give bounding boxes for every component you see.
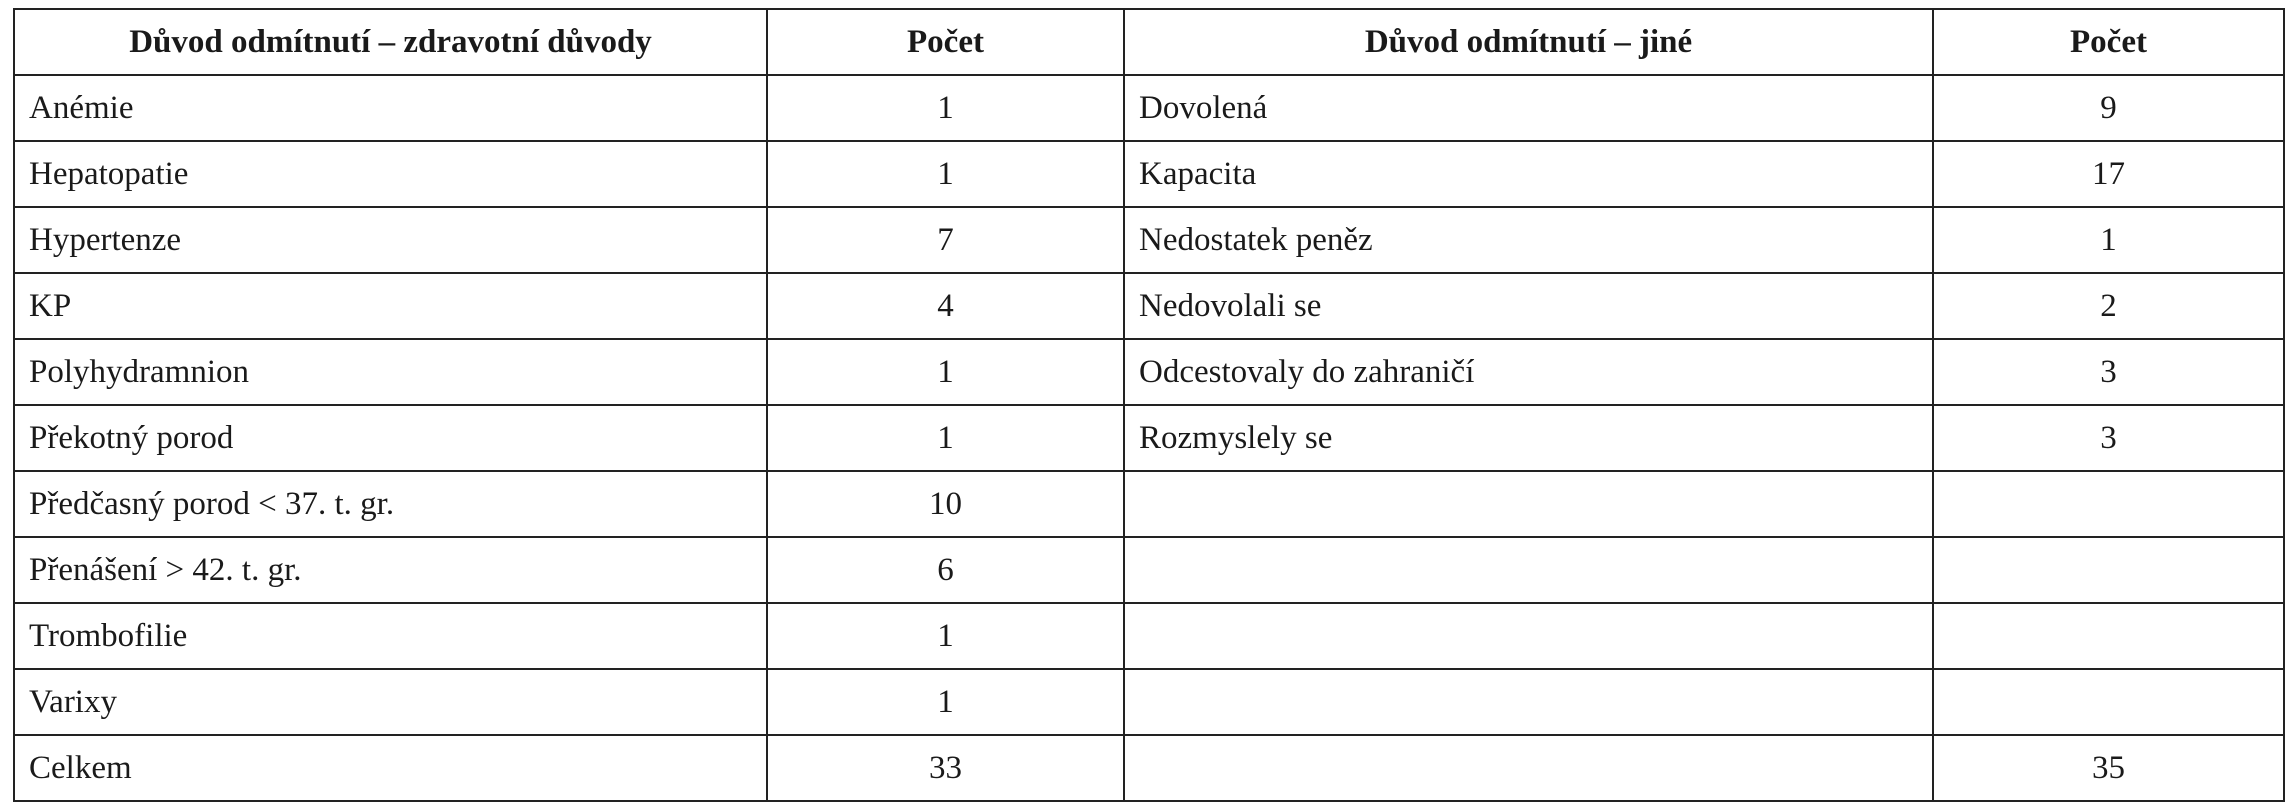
health-count-cell: 1 (767, 339, 1124, 405)
other-reason-cell: Odcestovaly do zahraničí (1124, 339, 1933, 405)
health-count-cell: 4 (767, 273, 1124, 339)
other-reason-cell: Dovolená (1124, 75, 1933, 141)
table-row (14, 669, 2284, 735)
health-reason-cell: Překotný porod (14, 405, 767, 471)
table-row (14, 273, 2284, 339)
health-reason-cell: Hypertenze (14, 207, 767, 273)
other-count-cell: 9 (1933, 75, 2284, 141)
health-reason-cell: Anémie (14, 75, 767, 141)
header-health-count: Počet (767, 9, 1124, 75)
health-count-cell: 1 (767, 75, 1124, 141)
health-count-cell: 6 (767, 537, 1124, 603)
other-count-cell (1933, 537, 2284, 603)
other-count-cell: 2 (1933, 273, 2284, 339)
health-reason-cell: Předčasný porod < 37. t. gr. (14, 471, 767, 537)
other-count-cell: 3 (1933, 405, 2284, 471)
health-reason-cell: Polyhydramnion (14, 339, 767, 405)
header-other-reason: Důvod odmítnutí – jiné (1124, 9, 1933, 75)
health-reason-cell: Trombofilie (14, 603, 767, 669)
other-reason-cell: Nedovolali se (1124, 273, 1933, 339)
header-row (14, 9, 2284, 75)
other-count-cell: 3 (1933, 339, 2284, 405)
other-reason-cell (1124, 603, 1933, 669)
table-row (14, 207, 2284, 273)
health-reason-cell: Varixy (14, 669, 767, 735)
other-count-cell (1933, 669, 2284, 735)
header-other-count: Počet (1933, 9, 2284, 75)
total-health-count: 33 (767, 735, 1124, 801)
other-reason-cell (1124, 537, 1933, 603)
total-other-count: 35 (1933, 735, 2284, 801)
table-row (14, 75, 2284, 141)
total-other-label (1124, 735, 1933, 801)
health-count-cell: 1 (767, 603, 1124, 669)
table-row (14, 339, 2284, 405)
other-count-cell: 1 (1933, 207, 2284, 273)
total-label: Celkem (14, 735, 767, 801)
other-count-cell (1933, 471, 2284, 537)
other-reason-cell: Rozmyslely se (1124, 405, 1933, 471)
other-reason-cell (1124, 471, 1933, 537)
rejection-reasons-table (13, 8, 2285, 802)
health-count-cell: 1 (767, 669, 1124, 735)
total-row (14, 735, 2284, 801)
table-row (14, 405, 2284, 471)
table-row (14, 141, 2284, 207)
other-reason-cell: Nedostatek peněz (1124, 207, 1933, 273)
table-row (14, 603, 2284, 669)
health-count-cell: 1 (767, 141, 1124, 207)
health-reason-cell: Hepatopatie (14, 141, 767, 207)
other-count-cell (1933, 603, 2284, 669)
other-count-cell: 17 (1933, 141, 2284, 207)
health-count-cell: 10 (767, 471, 1124, 537)
other-reason-cell (1124, 669, 1933, 735)
health-count-cell: 7 (767, 207, 1124, 273)
health-reason-cell: Přenášení > 42. t. gr. (14, 537, 767, 603)
health-count-cell: 1 (767, 405, 1124, 471)
header-health-reason: Důvod odmítnutí – zdravotní důvody (14, 9, 767, 75)
health-reason-cell: KP (14, 273, 767, 339)
other-reason-cell: Kapacita (1124, 141, 1933, 207)
table-row (14, 471, 2284, 537)
table-row (14, 537, 2284, 603)
